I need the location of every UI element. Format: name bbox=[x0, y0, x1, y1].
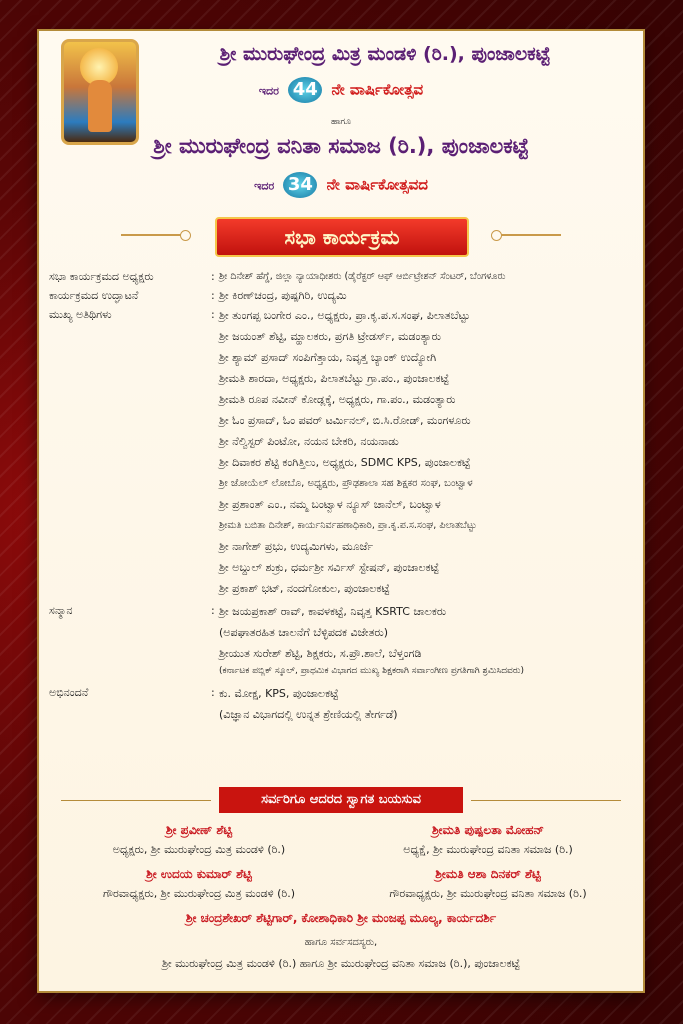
divider-left bbox=[61, 800, 211, 801]
honour-note: (ಅಪಘಾತರಹಿತ ಚಾಲನೆಗೆ ಬೆಳ್ಳಿಪದಕ ವಿಜೇತರು) bbox=[219, 626, 389, 639]
host-role: ಅಧ್ಯಕ್ಷರು, ಶ್ರೀ ಮುರುಘೇಂದ್ರ ಮಿತ್ರ ಮಂಡಳಿ (ರಿ.) bbox=[112, 843, 286, 856]
guest-item: ಶ್ರೀ ದಿವಾಕರ ಶೆಟ್ಟಿ ಕಂಗಿತ್ತಿಲು, ಅಧ್ಯಕ್ಷರು, SDMC KPS, ಪುಂಜಾಲಕಟ್ಟೆ bbox=[219, 456, 471, 469]
guest-item: ಶ್ರೀ ಪ್ರಕಾಶ್ ಭಟ್, ನಂದಗೋಕುಲ, ಪುಂಜಾಲಕಟ್ಟೆ bbox=[219, 582, 390, 595]
guest-item: ಶ್ರೀಮತಿ ಬಬಿತಾ ದಿನೇಶ್, ಕಾರ್ಯನಿರ್ವಹಣಾಧಿಕಾರಿ, ಪ್ರಾ.ಕೃ.ಪ.ಸ.ಸಂಘ, ಪಿಲಾತಬೆಟ್ಟು bbox=[219, 520, 477, 531]
anniversary-line-2 bbox=[39, 172, 643, 198]
invitation-card bbox=[39, 31, 643, 991]
chair-row: ಸಭಾ ಕಾರ್ಯಕ್ರಮದ ಅಧ್ಯಕ್ಷರು : ಶ್ರೀ ದಿನೇಶ್ ಹೆಗ್ಡೆ, ಜಿಲ್ಲಾ ನ್ಯಾಯಾಧೀಶರು (ಡೈರೆಕ್ಟರ್ ಆಫ್ ಆರ್ಬಿಟ್ರೇಶನ್ ಸೆಂಟರ್, ಬೆಂಗಳೂರು bbox=[49, 267, 635, 286]
anniversary-number-badge: 34 bbox=[283, 172, 317, 198]
felicitation-label: ಅಭಿನಂದನೆ bbox=[49, 686, 89, 699]
guest-item: ಶ್ರೀಮತಿ ರೂಪ ನವೀನ್ ಕೋಡ್ಲಕ್ಕೆ, ಅಧ್ಯಕ್ಷರು, ಗಾ.ಪಂ., ಮಡಂತ್ಯಾರು bbox=[219, 393, 456, 406]
guest-item: ಶ್ರೀ ನಾಗೇಶ್ ಪ್ರಭು, ಉದ್ಯಮಿಗಳು, ಮೂರ್ಜೆ bbox=[219, 540, 374, 553]
guests-list bbox=[219, 305, 635, 599]
guests-row: ಮುಖ್ಯ ಅತಿಥಿಗಳು : ಶ್ರೀ ತುಂಗಪ್ಪ ಬಂಗೇರ ಎಂ., ಅಧ್ಯಕ್ಷರು, ಪ್ರಾ.ಕೃ.ಪ.ಸ.ಸಂಘ, ಪಿಲಾತಬೆಟ್ಟು ಶ್ರೀ ಜಯಂತ್ ಶೆಟ್ಟಿ, ಮ್ಹಾಲಕರು, ಪ್ರಗತಿ ಟ್ರೇಡರ್ಸ್, ಮಡಂತ್ಯಾರು ಶ್ರೀ ಶ್ಯಾಮ್ ಪ್ರಸಾದ್ ಸಂಪಿಗೆತ್ತಾಯ, ನಿವೃತ್ತ ಬ್ಯಾಂಕ್ ಉದ್ಯೋಗಿ ಶ್ರೀಮತಿ ಶಾರದಾ, ಅಧ್ಯಕ್ಷರು, ಪಿಲಾತಬೆಟ್ಟು ಗ್ರಾ.ಪಂ., ಪುಂಜಾಲಕಟ್ಟೆ ಶ್ರೀಮತಿ ರೂಪ ನವೀನ್ ಕೋಡ್ಲಕ್ಕೆ, ಅಧ್ಯಕ್ಷರು, ಗಾ.ಪಂ., ಮಡಂತ್ಯಾರು ಶ್ರೀ ಓಂ ಪ್ರಸಾದ್, ಓಂ ಪವರ್ ಟರ್ಮಿನಲ್, ಬಿ.ಸಿ.ರೋಡ್, ಮಂಗಳೂರು ಶ್ರೀ ನೆಲ್ವಿಸ್ಟರ್ ಪಿಂಟೋ, ನಯನ ಬೇಕರಿ, ನಯನಾಡು ಶ್ರೀ ದಿವಾಕರ ಶೆಟ್ಟಿ ಕಂಗಿತ್ತಿಲು, ಅಧ್ಯಕ್ಷರು, SDMC KPS, ಪುಂಜಾಲಕಟ್ಟೆ ಶ್ರೀ ಜೋಯೆಲ್ ಲೋಬೊ, ಅಧ್ಯಕ್ಷರು, ಪ್ರೌಢಶಾಲಾ ಸಹ ಶಿಕ್ಷಕರ ಸಂಘ, ಬಂಟ್ವಾಳ ಶ್ರೀ ಪ್ರಶಾಂತ್ ಎಂ., ನಮ್ಮ ಬಂಟ್ವಾಳ ನ್ಯೂಸ್ ಚಾನೆಲ್, ಬಂಟ್ವಾಳ ಶ್ರೀಮತಿ ಬಬಿತಾ ದಿನೇಶ್, ಕಾರ್ಯನಿರ್ವಹಣಾಧಿಕಾರಿ, ಪ್ರಾ.ಕೃ.ಪ.ಸ.ಸಂಘ, ಪಿಲಾತಬೆಟ್ಟು ಶ್ರೀ ನಾಗೇಶ್ ಪ್ರಭು, ಉದ್ಯಮಿಗಳು, ಮೂರ್ಜೆ ಶ್ರೀ ಅಬ್ದುಲ್ ಶುಕ್ರು, ಧರ್ಮಶ್ರೀ ಸರ್ವಿಸ್ ಸ್ಟೇಷನ್, ಪುಂಜಾಲಕಟ್ಟೆ ಶ್ರೀ ಪ್ರಕಾಶ್ ಭಟ್, ನಂದಗೋಕುಲ, ಪುಂಜಾಲಕಟ್ಟೆ bbox=[49, 305, 635, 599]
right-flourish bbox=[501, 234, 561, 236]
all-members-line: ಹಾಗೂ ಸರ್ವಸದಸ್ಯರು, bbox=[304, 937, 378, 948]
samaja-title: ಶ್ರೀ ಮುರುಘೇಂದ್ರ ವನಿತಾ ಸಮಾಜ (ರಿ.), ಪುಂಜಾಲಕಟ್ಟೆ bbox=[153, 134, 529, 158]
host-name: ಶ್ರೀಮತಿ ಆಶಾ ದಿನಕರ್ ಶೆಟ್ಟಿ bbox=[435, 867, 541, 881]
host-role: ಅಧ್ಯಕ್ಷೆ, ಶ್ರೀ ಮುರುಘೇಂದ್ರ ವನಿತಾ ಸಮಾಜ (ರಿ.) bbox=[403, 843, 573, 856]
anniversary-number-badge: 44 bbox=[288, 77, 322, 103]
chair-label: ಸಭಾ ಕಾರ್ಯಕ್ರಮದ ಅಧ್ಯಕ್ಷರು bbox=[49, 270, 154, 283]
honour-item: ಶ್ರೀಯುತ ಸುರೇಶ್ ಶೆಟ್ಟಿ, ಶಿಕ್ಷಕರು, ಸ.ಪ್ರೌ.ಶಾಲೆ, ಬೆಳ್ತಂಗಡಿ bbox=[219, 647, 422, 660]
felicitation-item: ಕು. ಮೋಕ್ಷ, KPS, ಪುಂಜಾಲಕಟ್ಟೆ bbox=[219, 687, 339, 700]
guest-item: ಶ್ರೀ ಅಬ್ದುಲ್ ಶುಕ್ರು, ಧರ್ಮಶ್ರೀ ಸರ್ವಿಸ್ ಸ್ಟೇಷನ್, ಪುಂಜಾಲಕಟ್ಟೆ bbox=[219, 561, 439, 574]
anniversary-line-1 bbox=[39, 77, 643, 103]
anniversary-suffix: ನೇ ವಾರ್ಷಿಕೋತ್ಸವದ bbox=[326, 175, 428, 194]
felicitation-note: (ವಿಜ್ಞಾನ ವಿಭಾಗದಲ್ಲಿ ಉನ್ನತ ಶ್ರೇಣಿಯಲ್ಲಿ ತೇರ್ಗಡೆ) bbox=[219, 708, 398, 721]
organisation-title: ಶ್ರೀ ಮುರುಘೇಂದ್ರ ಮಿತ್ರ ಮಂಡಳಿ (ರಿ.), ಪುಂಜಾಲಕಟ್ಟೆ bbox=[219, 43, 551, 65]
host-role: ಗೌರವಾಧ್ಯಕ್ಷರು, ಶ್ರೀ ಮುರುಘೇಂದ್ರ ಮಿತ್ರ ಮಂಡಳಿ (ರಿ.) bbox=[102, 887, 295, 900]
divider-right bbox=[471, 800, 621, 801]
honour-note: (ಕರ್ನಾಟಕ ಪಬ್ಲಿಕ್ ಸ್ಕೂಲ್, ಪ್ರಾಥಮಿಕ ವಿಭಾಗದ ಮುಖ್ಯ ಶಿಕ್ಷಕರಾಗಿ ಸರ್ವಾಂಗೀಣ ಪ್ರಗತಿಗಾಗಿ ಶ್ರಮಿಸಿದವರು) bbox=[219, 666, 524, 676]
honour-list bbox=[219, 601, 635, 679]
guest-item: ಶ್ರೀ ಜೋಯೆಲ್ ಲೋಬೊ, ಅಧ್ಯಕ್ಷರು, ಪ್ರೌಢಶಾಲಾ ಸಹ ಶಿಕ್ಷಕರ ಸಂಘ, ಬಂಟ್ವಾಳ bbox=[219, 478, 473, 489]
anniversary-prefix: ಇದರ bbox=[258, 84, 279, 98]
guest-item: ಶ್ರೀಮತಿ ಶಾರದಾ, ಅಧ್ಯಕ್ಷರು, ಪಿಲಾತಬೆಟ್ಟು ಗ್ರಾ.ಪಂ., ಪುಂಜಾಲಕಟ್ಟೆ bbox=[219, 372, 449, 385]
inauguration-label: ಕಾರ್ಯಕ್ರಮದ ಉದ್ಘಾಟನೆ bbox=[49, 289, 139, 302]
host-name: ಶ್ರೀಮತಿ ಪುಷ್ಪಲತಾ ಮೋಹನ್ bbox=[431, 823, 545, 837]
guests-label: ಮುಖ್ಯ ಅತಿಥಿಗಳು bbox=[49, 308, 112, 321]
honour-item: ಶ್ರೀ ಜಯಪ್ರಕಾಶ್ ರಾವ್, ಕಾವಳಕಟ್ಟೆ, ನಿವೃತ್ತ KSRTC ಚಾಲಕರು bbox=[219, 605, 447, 618]
guest-item: ಶ್ರೀ ಶ್ಯಾಮ್ ಪ್ರಸಾದ್ ಸಂಪಿಗೆತ್ತಾಯ, ನಿವೃತ್ತ ಬ್ಯಾಂಕ್ ಉದ್ಯೋಗಿ bbox=[219, 351, 437, 364]
left-flourish bbox=[121, 234, 181, 236]
programme-list bbox=[49, 267, 635, 725]
guest-item: ಶ್ರೀ ನೆಲ್ವಿಸ್ಟರ್ ಪಿಂಟೋ, ನಯನ ಬೇಕರಿ, ನಯನಾಡು bbox=[219, 435, 399, 448]
welcome-banner: ಸರ್ವರಿಗೂ ಆದರದ ಸ್ವಾಗತ ಬಯಸುವ bbox=[219, 787, 463, 813]
anniversary-suffix: ನೇ ವಾರ್ಷಿಕೋತ್ಸವ bbox=[331, 80, 424, 99]
host-role: ಗೌರವಾಧ್ಯಕ್ಷರು, ಶ್ರೀ ಮುರುಘೇಂದ್ರ ವನಿತಾ ಸಮಾಜ (ರಿ.) bbox=[389, 887, 587, 900]
honour-row: ಸನ್ಮಾನ : ಶ್ರೀ ಜಯಪ್ರಕಾಶ್ ರಾವ್, ಕಾವಳಕಟ್ಟೆ, ನಿವೃತ್ತ KSRTC ಚಾಲಕರು (ಅಪಘಾತರಹಿತ ಚಾಲನೆಗೆ ಬೆಳ್ಳಿಪದಕ ವಿಜೇತರು) ಶ್ರೀಯುತ ಸುರೇಶ್ ಶೆಟ್ಟಿ, ಶಿಕ್ಷಕರು, ಸ.ಪ್ರೌ.ಶಾಲೆ, ಬೆಳ್ತಂಗಡಿ (ಕರ್ನಾಟಕ ಪಬ್ಲಿಕ್ ಸ್ಕೂಲ್, ಪ್ರಾಥಮಿಕ ವಿಭಾಗದ ಮುಖ್ಯ ಶಿಕ್ಷಕರಾಗಿ ಸರ್ವಾಂಗೀಣ ಪ್ರಗತಿಗಾಗಿ ಶ್ರಮಿಸಿದವರು) bbox=[49, 601, 635, 679]
inauguration-value: ಶ್ರೀ ಕಿರಣ್‌ಚಂದ್ರ, ಪುಷ್ಪಗಿರಿ, ಉದ್ಯಮಿ bbox=[219, 289, 347, 302]
inauguration-row: ಕಾರ್ಯಕ್ರಮದ ಉದ್ಘಾಟನೆ : ಶ್ರೀ ಕಿರಣ್‌ಚಂದ್ರ, ಪುಷ್ಪಗಿರಿ, ಉದ್ಯಮಿ bbox=[49, 286, 635, 305]
and-text: ಹಾಗೂ bbox=[330, 117, 352, 127]
guest-item: ಶ್ರೀ ಜಯಂತ್ ಶೆಟ್ಟಿ, ಮ್ಹಾಲಕರು, ಪ್ರಗತಿ ಟ್ರೇಡರ್ಸ್, ಮಡಂತ್ಯಾರು bbox=[219, 330, 441, 343]
felicitation-row: ಅಭಿನಂದನೆ : ಕು. ಮೋಕ್ಷ, KPS, ಪುಂಜಾಲಕಟ್ಟೆ (ವಿಜ್ಞಾನ ವಿಭಾಗದಲ್ಲಿ ಉನ್ನತ ಶ್ರೇಣಿಯಲ್ಲಿ ತೇರ್ಗಡೆ) bbox=[49, 683, 635, 725]
chair-value: ಶ್ರೀ ದಿನೇಶ್ ಹೆಗ್ಡೆ, ಜಿಲ್ಲಾ ನ್ಯಾಯಾಧೀಶರು (ಡೈರೆಕ್ಟರ್ ಆಫ್ ಆರ್ಬಿಟ್ರೇಶನ್ ಸೆಂಟರ್, ಬೆಂಗಳೂರು bbox=[219, 271, 506, 282]
guest-item: ಶ್ರೀ ತುಂಗಪ್ಪ ಬಂಗೇರ ಎಂ., ಅಧ್ಯಕ್ಷರು, ಪ್ರಾ.ಕೃ.ಪ.ಸ.ಸಂಘ, ಪಿಲಾತಬೆಟ್ಟು bbox=[219, 309, 471, 322]
honour-label: ಸನ್ಮಾನ bbox=[49, 604, 73, 617]
host-name: ಶ್ರೀ ಪ್ರವೀಣ್ ಶೆಟ್ಟಿ bbox=[165, 823, 233, 837]
felicitation-list bbox=[219, 683, 635, 725]
programme-banner: ಸಭಾ ಕಾರ್ಯಕ್ರಮ bbox=[215, 217, 469, 257]
guest-item: ಶ್ರೀ ಓಂ ಪ್ರಸಾದ್, ಓಂ ಪವರ್ ಟರ್ಮಿನಲ್, ಬಿ.ಸಿ.ರೋಡ್, ಮಂಗಳೂರು bbox=[219, 414, 471, 427]
treasurer-secretary-line: ಶ್ರೀ ಚಂದ್ರಶೇಖರ್ ಶೆಟ್ಟಿಗಾರ್, ಕೋಶಾಧಿಕಾರಿ ಶ್ರೀ ಮಂಜಪ್ಪ ಮೂಲ್ಯ, ಕಾರ್ಯದರ್ಶಿ bbox=[185, 911, 497, 925]
organisations-line: ಶ್ರೀ ಮುರುಘೇಂದ್ರ ಮಿತ್ರ ಮಂಡಳಿ (ರಿ.) ಹಾಗೂ ಶ್ರೀ ಮುರುಘೇಂದ್ರ ವನಿತಾ ಸಮಾಜ (ರಿ.), ಪುಂಜಾಲಕಟ್ಟೆ bbox=[161, 957, 520, 970]
guest-item: ಶ್ರೀ ಪ್ರಶಾಂತ್ ಎಂ., ನಮ್ಮ ಬಂಟ್ವಾಳ ನ್ಯೂಸ್ ಚಾನೆಲ್, ಬಂಟ್ವಾಳ bbox=[219, 498, 441, 511]
host-name: ಶ್ರೀ ಉದಯ ಕುಮಾರ್ ಶೆಟ್ಟಿ bbox=[146, 867, 252, 881]
anniversary-prefix: ಇದರ bbox=[254, 179, 275, 193]
